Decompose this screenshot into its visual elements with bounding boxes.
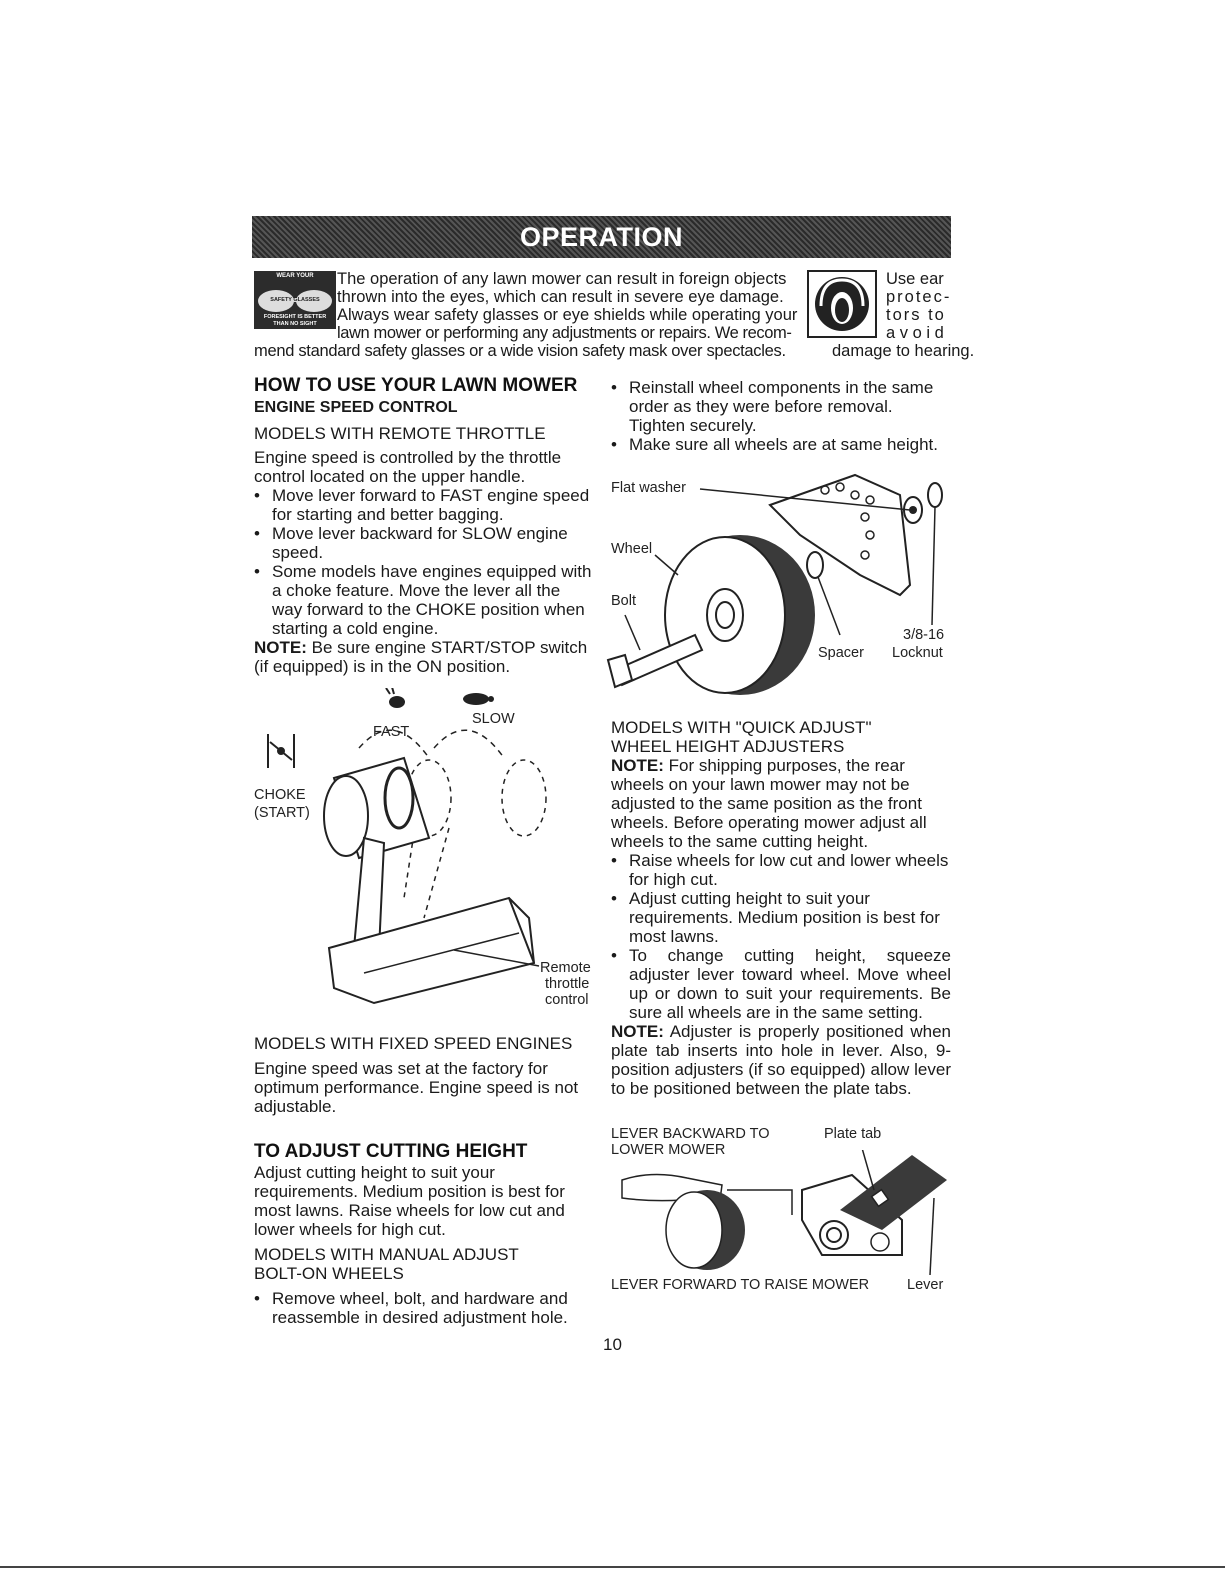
safety-line-3: Always wear safety glasses or eye shields while operating your <box>337 306 798 324</box>
page-number: 10 <box>603 1335 622 1354</box>
section-title: OPERATION <box>519 221 683 252</box>
badge-text-3: FORESIGHT IS BETTER <box>263 314 327 320</box>
left-column-bottom <box>254 1034 594 1327</box>
ear-protector-icon <box>807 270 877 343</box>
note-label: NOTE: <box>611 1022 664 1041</box>
start-label: (START) <box>254 805 310 821</box>
quick-adjust-title: MODELS WITH "QUICK ADJUST" WHEEL HEIGHT ADJUSTERS <box>611 718 872 756</box>
lever-label: Lever <box>907 1277 944 1293</box>
remote-bullet: • Move lever backward for SLOW engine speed. <box>254 524 594 562</box>
cutting-height-text: Adjust cutting height to suit your requirements. Medium position is best for most lawns. Raise wheels for low cut and lower wheels for high cut. <box>254 1163 565 1239</box>
turtle-icon <box>463 693 494 705</box>
bolt-label: Bolt <box>611 593 636 609</box>
quick-bullet: • Raise wheels for low cut and lower wheels for high cut. <box>611 851 951 889</box>
lever-backward-label-2: LOWER MOWER <box>611 1142 726 1158</box>
badge-text-2: SAFETY GLASSES <box>270 297 320 303</box>
engine-note <box>254 638 594 676</box>
remote-throttle-intro: Engine speed is controlled by the throttle control located on the upper handle. <box>254 448 562 486</box>
fast-label: FAST <box>373 724 410 740</box>
ear-line-1: Use ear <box>886 270 944 288</box>
section-banner <box>252 216 951 258</box>
slow-label: SLOW <box>472 711 515 727</box>
rabbit-icon <box>386 688 405 708</box>
same-height-bullet: • Make sure all wheels are at same height. <box>611 435 951 454</box>
safety-line-5: mend standard safety glasses or a wide vision safety mask over spectacles. <box>254 342 786 360</box>
choke-symbol-icon <box>268 734 294 768</box>
ear-line-3: tors to <box>886 306 946 324</box>
note-label: NOTE: <box>611 756 664 775</box>
lever-backward-label-1: LEVER BACKWARD TO <box>611 1126 770 1142</box>
remote-bullet: • Move lever forward to FAST engine speed for starting and better bagging. <box>254 486 594 524</box>
wheel-assembly-illustration <box>600 465 952 700</box>
right-column-top <box>611 378 951 454</box>
bottom-rule <box>0 1566 1225 1568</box>
lever-forward-label: LEVER FORWARD TO RAISE MOWER <box>611 1277 870 1293</box>
plate-tab-label: Plate tab <box>824 1126 882 1142</box>
badge-text-4: THAN NO SIGHT <box>273 321 317 327</box>
remote-label-1: Remote <box>540 960 591 976</box>
ear-line-4: a v o i d <box>886 324 944 342</box>
remote-label-3: control <box>545 992 589 1008</box>
safety-line-1: The operation of any lawn mower can result in foreign objects <box>337 270 787 288</box>
quick-note-text: For shipping purposes, the rear wheels on your lawn mower may not be adjusted to the same position as the front wheels. Before operating mower adjust all wheels to the same cutting height. <box>611 756 927 851</box>
fixed-speed-title: MODELS WITH FIXED SPEED ENGINES <box>254 1034 573 1053</box>
left-column-top <box>254 376 594 676</box>
bolt-size-label: 3/8-16 <box>903 627 945 643</box>
heading-cutting-height: TO ADJUST CUTTING HEIGHT <box>254 1141 528 1162</box>
quick-adjust-note <box>611 756 951 851</box>
ear-line-2: protec- <box>886 288 952 306</box>
note-label: NOTE: <box>254 638 307 657</box>
choke-label: CHOKE <box>254 787 306 803</box>
locknut-label: Locknut <box>892 645 943 661</box>
note-text: Be sure engine START/STOP switch (if equipped) is in the ON position. <box>254 638 588 676</box>
heading-how-to-use: HOW TO USE YOUR LAWN MOWER <box>254 375 578 396</box>
remote-label-2: throttle <box>545 976 590 992</box>
wheel-label: Wheel <box>611 541 653 557</box>
safety-line-2: thrown into the eyes, which can result in severe eye damage. <box>337 288 784 306</box>
subheading-engine-speed: ENGINE SPEED CONTROL <box>254 399 458 416</box>
manual-adjust-title: MODELS WITH MANUAL ADJUST BOLT-ON WHEELS <box>254 1245 519 1283</box>
adjuster-note <box>611 1022 951 1098</box>
ear-line-5: damage to hearing. <box>832 342 975 360</box>
remote-bullet: • Some models have engines equipped with a choke feature. Move the lever all the way forward to the CHOKE position when starting a cold engine. <box>254 562 594 638</box>
quick-bullet: • To change cutting height, squeeze adjuster lever toward wheel. Move wheel up or down to suit your requirements. Be sure all wheels are in the same setting. <box>611 946 951 1022</box>
safety-line-4: lawn mower or performing any adjustments or repairs. We recom- <box>337 324 792 342</box>
manual-adjust-bullet: • Remove wheel, bolt, and hardware and reassemble in desired adjustment hole. <box>254 1289 594 1327</box>
right-column-bottom <box>611 718 951 1098</box>
flat-washer-label: Flat washer <box>611 480 686 496</box>
quick-bullet: • Adjust cutting height to suit your requirements. Medium position is best for most lawns. <box>611 889 951 946</box>
adjuster-note-text: Adjuster is properly positioned when plate tab inserts into hole in lever. Also, 9-position adjusters (if so equipped) allow lever to be positioned between the plate tabs. <box>611 1022 951 1098</box>
spacer-label: Spacer <box>818 645 864 661</box>
badge-text-1: WEAR YOUR <box>276 273 314 279</box>
fixed-speed-text: Engine speed was set at the factory for optimum performance. Engine speed is not adjustable. <box>254 1059 579 1116</box>
height-adjuster-illustration <box>612 1150 952 1280</box>
reinstall-bullet: • Reinstall wheel components in the same order as they were before removal. Tighten securely. <box>611 378 951 435</box>
safety-glasses-badge <box>254 271 336 329</box>
remote-throttle-title: MODELS WITH REMOTE THROTTLE <box>254 424 546 443</box>
